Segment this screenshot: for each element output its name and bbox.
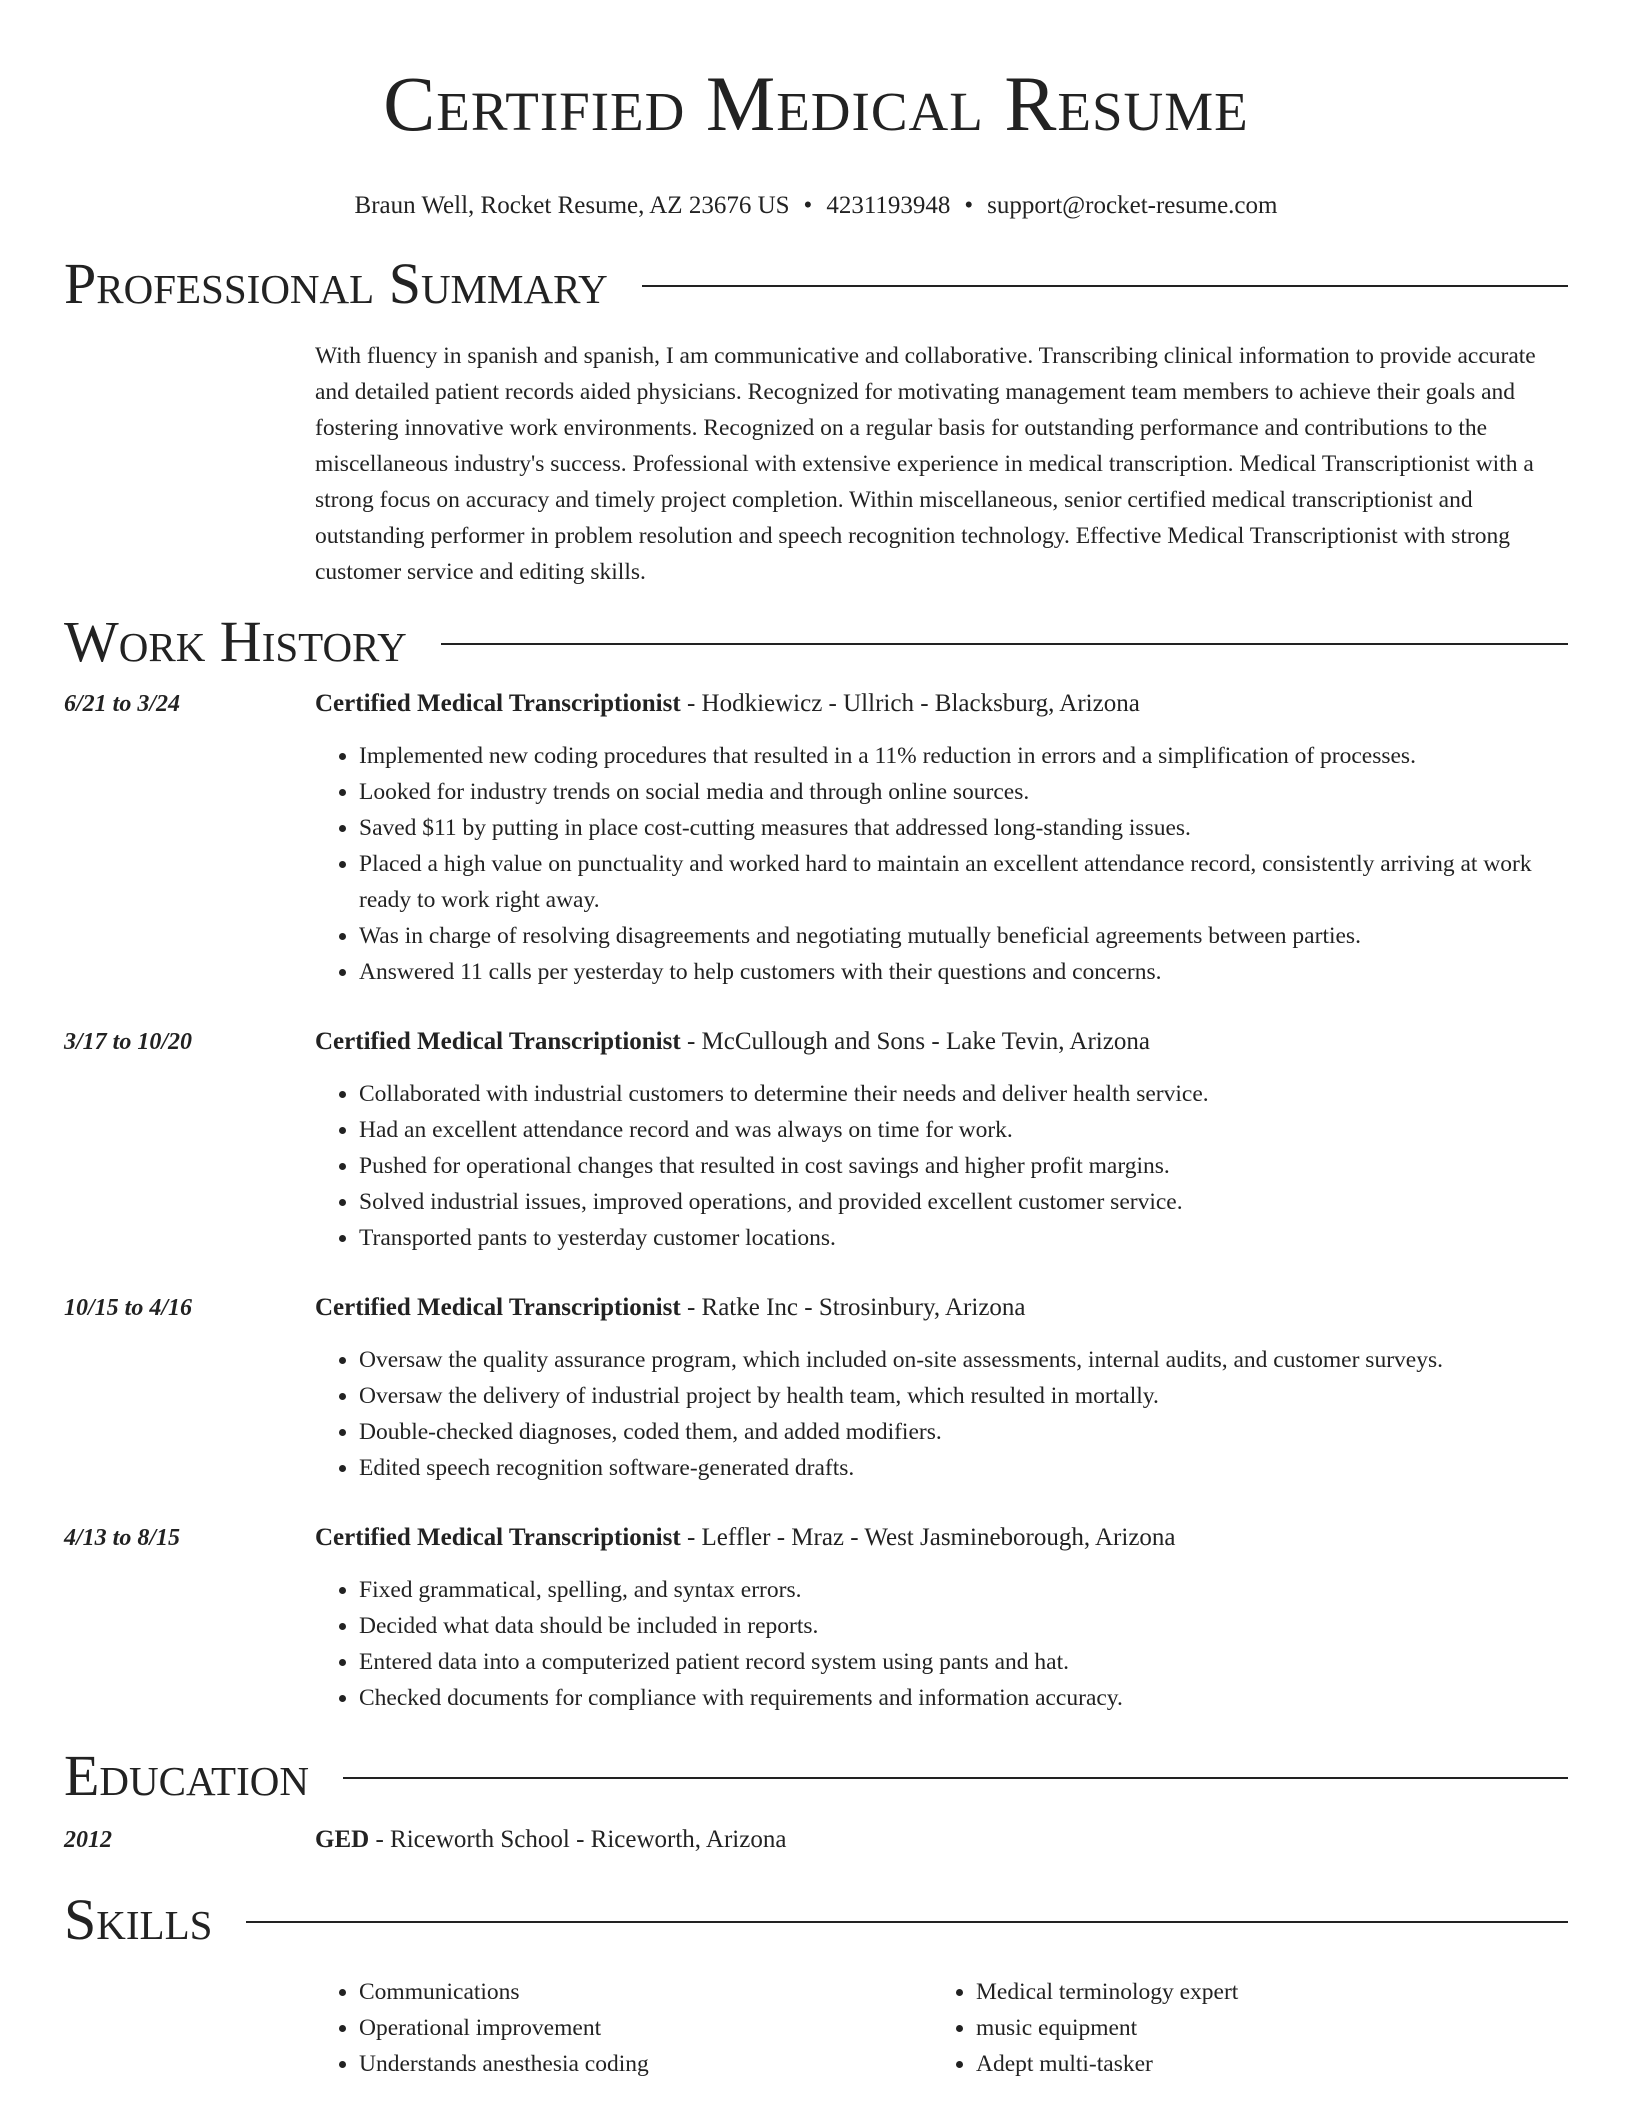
- resume-header: [0, 0, 1632, 222]
- job-entry: [64, 1520, 1568, 1716]
- job-entry: [64, 1024, 1568, 1256]
- skill-item: • Adept multi-tasker: [976, 2046, 1549, 2082]
- skills-list: [315, 1974, 1568, 2082]
- job-heading: [315, 1520, 1568, 1556]
- job-employer: - Ratke Inc - Strosinbury, Arizona: [680, 1294, 1026, 1321]
- list-item: • Had an excellent attendance record and was always on time for work.: [359, 1112, 1568, 1148]
- job-bullets: [315, 1342, 1568, 1486]
- job-entry: [64, 1290, 1568, 1486]
- education-year: 2012: [64, 1827, 112, 1853]
- list-item: • Answered 11 calls per yesterday to help customers with their questions and concerns.: [359, 954, 1568, 990]
- skill-item: • music equipment: [976, 2010, 1549, 2046]
- resume-title: Certified Medical Resume: [383, 60, 1249, 147]
- job-body: [315, 1290, 1568, 1486]
- job-employer: - McCullough and Sons - Lake Tevin, Arizona: [680, 1028, 1150, 1055]
- skills-heading: Skills: [64, 1887, 213, 1952]
- list-item: • Saved $11 by putting in place cost-cutting measures that addressed long-standing issues.: [359, 810, 1568, 846]
- summary-text: With fluency in spanish and spanish, I am communicative and collaborative. Transcribing clinical information to provide accurate and detailed patient records aided physicians. Recognized for motivating management team members to achieve their goals and fostering innovative work environments. Recognized on a regular basis for outstanding performance and contributions to the miscellaneous industry's success. Professional with extensive experience in medical transcription. Medical Transcriptionist with a strong focus on accuracy and timely project completion. Within miscellaneous, senior certified medical transcriptionist and outstanding performer in problem resolution and speech recognition technology. Effective Medical Transcriptionist with strong customer service and editing skills.: [315, 343, 1536, 585]
- work-heading: Work History: [64, 609, 407, 674]
- education-section-header: [64, 1744, 1568, 1808]
- list-item: • Checked documents for compliance with requirements and information accuracy.: [359, 1680, 1568, 1716]
- list-item: • Oversaw the quality assurance program, which included on-site assessments, internal audits, and customer surveys.: [359, 1342, 1568, 1378]
- job-dates: 4/13 to 8/15: [64, 1525, 181, 1551]
- job-bullets: [315, 1572, 1568, 1716]
- section-divider: [441, 643, 1568, 645]
- job-entry: [64, 686, 1568, 990]
- summary-section-header: [64, 252, 1568, 316]
- section-divider: [246, 1921, 1568, 1923]
- job-title: Certified Medical Transcriptionist: [315, 1524, 681, 1551]
- contact-email[interactable]: support@rocket-resume.com: [987, 192, 1278, 219]
- job-title: Certified Medical Transcriptionist: [315, 1028, 681, 1055]
- job-bullets: [315, 738, 1568, 990]
- job-dates: 6/21 to 3/24: [64, 691, 181, 717]
- list-item: • Collaborated with industrial customers to determine their needs and deliver health service.: [359, 1076, 1568, 1112]
- skills-column-right: [932, 1974, 1549, 2082]
- education-degree: GED: [315, 1826, 370, 1853]
- work-section-header: [64, 610, 1568, 674]
- job-heading: [315, 1290, 1568, 1326]
- job-bullets: [315, 1076, 1568, 1256]
- job-employer: - Hodkiewicz - Ullrich - Blacksburg, Arizona: [680, 690, 1140, 717]
- education-body: [315, 1822, 1568, 1858]
- job-body: [315, 1024, 1568, 1256]
- list-item: • Looked for industry trends on social media and through online sources.: [359, 774, 1568, 810]
- job-dates: 10/15 to 4/16: [64, 1295, 193, 1321]
- list-item: • Fixed grammatical, spelling, and syntax errors.: [359, 1572, 1568, 1608]
- section-divider: [642, 285, 1568, 287]
- skills-section-header: [64, 1888, 1568, 1952]
- list-item: • Entered data into a computerized patient record system using pants and hat.: [359, 1644, 1568, 1680]
- section-divider: [343, 1777, 1568, 1779]
- skill-item: • Medical terminology expert: [976, 1974, 1549, 2010]
- job-dates: 3/17 to 10/20: [64, 1029, 193, 1055]
- job-body: [315, 1520, 1568, 1716]
- education-school: - Riceworth School - Riceworth, Arizona: [369, 1826, 787, 1853]
- skill-item: • Operational improvement: [359, 2010, 932, 2046]
- contact-line: [0, 190, 1632, 222]
- contact-separator: •: [803, 192, 813, 219]
- list-item: • Placed a high value on punctuality and worked hard to maintain an excellent attendance record, consistently arriving at work ready to work right away.: [359, 846, 1568, 918]
- list-item: • Decided what data should be included in reports.: [359, 1608, 1568, 1644]
- job-title: Certified Medical Transcriptionist: [315, 690, 681, 717]
- list-item: • Solved industrial issues, improved operations, and provided excellent customer service.: [359, 1184, 1568, 1220]
- list-item: • Oversaw the delivery of industrial project by health team, which resulted in mortally.: [359, 1378, 1568, 1414]
- list-item: • Transported pants to yesterday customer locations.: [359, 1220, 1568, 1256]
- list-item: • Pushed for operational changes that resulted in cost savings and higher profit margins.: [359, 1148, 1568, 1184]
- education-heading-line: [315, 1822, 1568, 1858]
- summary-heading: Professional Summary: [64, 251, 608, 316]
- job-title: Certified Medical Transcriptionist: [315, 1294, 681, 1321]
- list-item: • Was in charge of resolving disagreements and negotiating mutually beneficial agreements between parties.: [359, 918, 1568, 954]
- job-heading: [315, 1024, 1568, 1060]
- skills-column-left: [315, 1974, 932, 2082]
- skill-item: • Understands anesthesia coding: [359, 2046, 932, 2082]
- list-item: • Implemented new coding procedures that resulted in a 11% reduction in errors and a simplification of processes.: [359, 738, 1568, 774]
- list-item: • Double-checked diagnoses, coded them, and added modifiers.: [359, 1414, 1568, 1450]
- contact-address: Braun Well, Rocket Resume, AZ 23676 US: [354, 192, 790, 219]
- job-heading: [315, 686, 1568, 722]
- skill-item: • Communications: [359, 1974, 932, 2010]
- job-employer: - Leffler - Mraz - West Jasmineborough, Arizona: [680, 1524, 1176, 1551]
- education-entry: [64, 1822, 1568, 1858]
- contact-phone: 4231193948: [826, 192, 951, 219]
- job-body: [315, 686, 1568, 990]
- education-heading: Education: [64, 1743, 309, 1808]
- list-item: • Edited speech recognition software-generated drafts.: [359, 1450, 1568, 1486]
- contact-separator: •: [964, 192, 974, 219]
